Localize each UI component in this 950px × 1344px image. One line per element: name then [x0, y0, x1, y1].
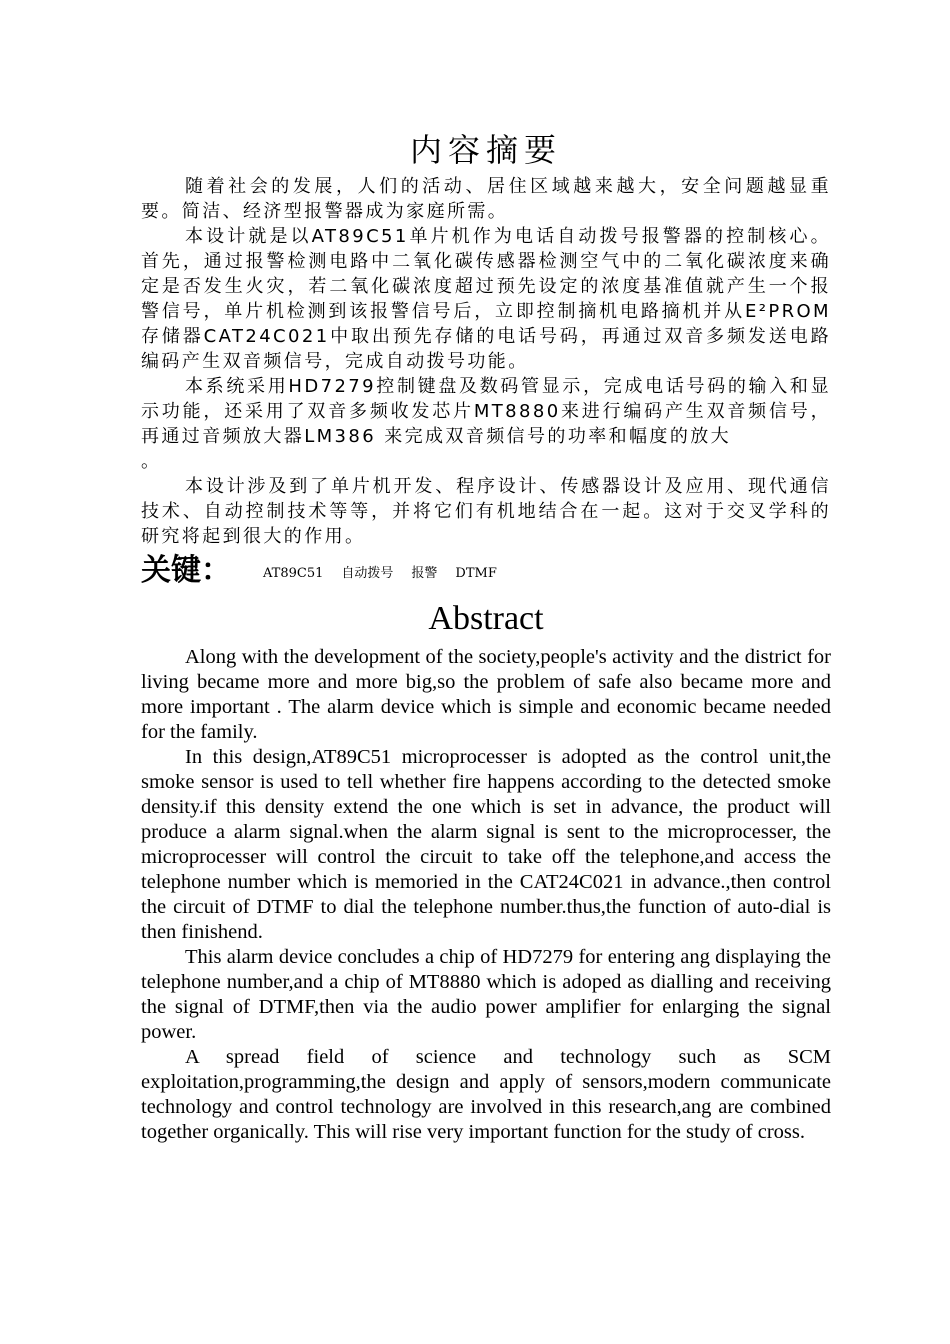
- keywords-label: 关键：: [141, 553, 231, 588]
- chinese-abstract-paragraph: 随着社会的发展，人们的活动、居住区域越来越大，安全问题越显重要。简洁、经济型报警器成为家庭所需。: [141, 176, 831, 222]
- chinese-abstract-paragraph: 本设计就是以AT89C51单片机作为电话自动拨号报警器的控制核心。首先，通过报警检测电路中二氧化碳传感器检测空气中的二氧化碳浓度来确定是否发生火灾，若二氧化碳浓度超过预先设定的浓度基准值就产生一个报警信号，单片机检测到该报警信号后，立即控制摘机电路摘机并从E²PROM存储器CAT24C021中取出预先存储的电话号码，再通过双音多频发送电路编码产生双音频信号，完成自动拨号功能。: [141, 226, 831, 372]
- english-abstract-paragraph: A spread field of science and technology such as SCM exploitation,programming,the design and apply of sensors,modern communicate technology and control technology are involved in this research,ang are combined together organically. This will rise very important function for the study of cross.: [141, 1046, 831, 1143]
- english-abstract-paragraph: Along with the development of the society,people's activity and the district for living became more and more big,so the problem of safe also became more and more important . The alarm device which is simple and economic became needed for the family.: [141, 646, 831, 743]
- keyword-item: 报警: [411, 566, 438, 581]
- chinese-abstract-paragraph: 本设计涉及到了单片机开发、程序设计、传感器设计及应用、现代通信技术、自动控制技术等等，并将它们有机地结合在一起。这对于交叉学科的研究将起到很大的作用。: [141, 476, 831, 547]
- english-abstract-paragraph: This alarm device concludes a chip of HD7279 for entering ang displaying the telephone number,and a chip of MT8880 which is adoped as dialling and receiving the signal of DTMF,then via the audio power amplifier for enlarging the signal power.: [141, 946, 831, 1043]
- chinese-abstract-title: 内容摘要: [409, 131, 562, 169]
- keywords-list: [263, 563, 497, 589]
- keywords-row: [141, 551, 831, 589]
- keyword-item: 自动拨号: [341, 566, 394, 581]
- chinese-abstract-paragraph: 本系统采用HD7279控制键盘及数码管显示，完成电话号码的输入和显示功能，还采用了双音多频收发芯片MT8880来进行编码产生双音频信号，再通过音频放大器LM386 来完成双音频信号的功率和幅度的放大: [141, 376, 831, 447]
- english-abstract-title: Abstract: [428, 600, 544, 637]
- orphan-punctuation: 。: [141, 451, 159, 472]
- keyword-item: DTMF: [455, 566, 497, 581]
- english-abstract-paragraph: In this design,AT89C51 microprocesser is adopted as the control unit,the smoke sensor is used to tell whether fire happens according to the detected smoke density.if this density extend the one which is set in advance, the product will produce a alarm signal.when the alarm signal is sent to the microprocesser, the microprocesser will control the circuit to take off the telephone,and access the telephone number which is memoried in the CAT24C021 in advance.,then control the circuit of DTMF to dial the telephone number.thus,the function of auto-dial is then finishend.: [141, 746, 831, 943]
- keyword-item: AT89C51: [263, 566, 324, 581]
- document-page: [141, 128, 831, 1145]
